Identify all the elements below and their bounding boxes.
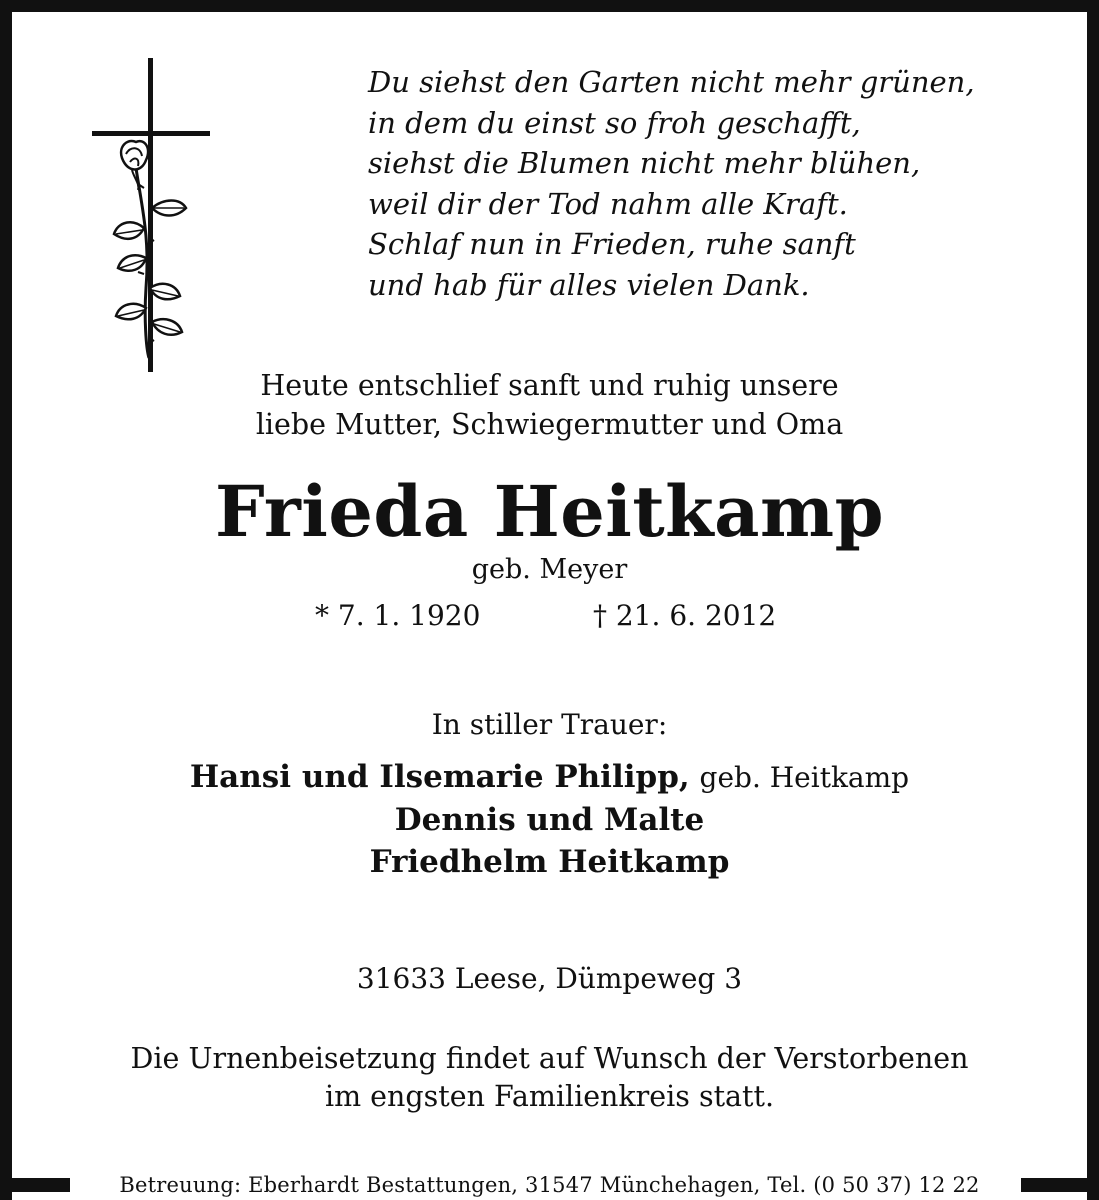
death-date: † 21. 6. 2012	[593, 599, 777, 632]
intro-line: liebe Mutter, Schwiegermutter und Oma	[255, 408, 844, 441]
poem-line: in dem du einst so froh geschafft,	[368, 105, 861, 140]
mourners-list	[12, 756, 1087, 883]
mourner-names: Hansi und Ilsemarie Philipp,	[189, 759, 690, 795]
poem-line: Du siehst den Garten nicht mehr grünen,	[368, 65, 975, 99]
intro-line: Heute entschlief sanft und ruhig unsere	[260, 369, 839, 402]
notice-line: Die Urnenbeisetzung findet auf Wunsch der Verstorbenen	[130, 1042, 969, 1075]
intro-text	[12, 366, 1087, 444]
poem-line: und hab für alles vielen Dank.	[368, 267, 810, 302]
notice-line: im engsten Familienkreis statt.	[324, 1080, 775, 1113]
mourner-line: Friedhelm Heitkamp	[369, 844, 730, 880]
poem-line: weil dir der Tod nahm alle Kraft.	[368, 186, 848, 221]
maiden-name: geb. Meyer	[471, 554, 628, 585]
poem-line: siehst die Blumen nicht mehr blühen,	[368, 146, 921, 180]
cross-with-rose-icon	[92, 58, 212, 372]
deceased-name: Frieda Heitkamp	[214, 470, 885, 553]
poem	[368, 62, 1058, 305]
mourning-label: In stiller Trauer:	[431, 708, 668, 741]
mourner-line	[12, 756, 1087, 799]
address: 31633 Leese, Dümpeweg 3	[356, 962, 743, 995]
mourner-line: Dennis und Malte	[394, 802, 705, 838]
mourner-maiden-name: geb. Heitkamp	[699, 761, 910, 794]
footer-text: Betreuung: Eberhardt Bestattungen, 31547 Münchehagen, Tel. (0 50 37) 12 22	[111, 1173, 987, 1197]
burial-notice	[12, 1040, 1087, 1116]
birth-date: * 7. 1. 1920	[315, 599, 481, 632]
poem-line: Schlaf nun in Frieden, ruhe sanft	[368, 227, 856, 261]
footer-bar	[0, 1170, 1099, 1200]
